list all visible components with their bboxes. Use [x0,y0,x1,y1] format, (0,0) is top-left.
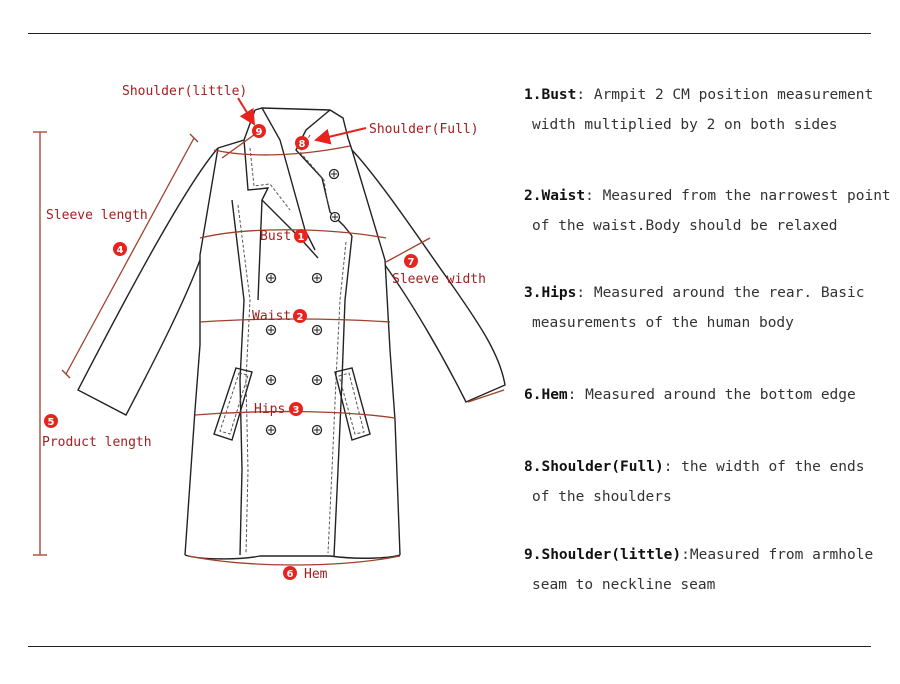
legend-item-hips: 3.Hips: Measured around the rear. Basic measurements of the human body [524,285,865,331]
svg-text:8: 8 [298,139,306,150]
svg-text:1: 1 [297,232,305,243]
badge-2 [293,309,307,323]
svg-text:6: 6 [286,569,294,580]
badge-7 [404,254,418,268]
coat-outline [78,108,505,559]
coat-buttons [267,170,340,435]
hips-label: Hips [254,402,286,417]
badge-9 [252,124,266,138]
svg-text:9: 9 [255,127,263,138]
sleeve-width-label: Sleeve width [392,272,486,287]
waist-label: Waist [252,309,292,324]
badge-6 [283,566,297,580]
svg-text:4: 4 [116,245,124,256]
svg-text:5: 5 [47,417,55,428]
shoulder-little-label: Shoulder(little) [122,84,248,99]
badge-3 [289,402,303,416]
svg-text:2: 2 [296,312,304,323]
badge-5 [44,414,58,428]
badge-4 [113,242,127,256]
hem-label: Hem [304,567,328,582]
bust-label: Bust [260,229,292,244]
product-length-label: Product length [42,435,152,450]
badge-8 [295,136,309,150]
sleeve-length-label: Sleeve length [46,208,148,223]
legend-item-shoulder-full: 8.Shoulder(Full): the width of the ends of the shoulders [524,459,865,505]
svg-text:3: 3 [292,405,300,416]
legend-item-waist: 2.Waist: Measured from the narrowest point of the waist.Body should be relaxed [524,188,891,234]
svg-text:7: 7 [407,257,415,268]
legend-item-shoulder-little: 9.Shoulder(little):Measured from armhole seam to neckline seam [524,547,874,593]
legend-item-bust: 1.Bust: Armpit 2 CM position measurement width multiplied by 2 on both sides [524,87,874,133]
badge-1 [294,229,308,243]
legend-item-hem: 6.Hem: Measured around the bottom edge [524,387,856,403]
shoulder-full-label: Shoulder(Full) [369,122,479,137]
